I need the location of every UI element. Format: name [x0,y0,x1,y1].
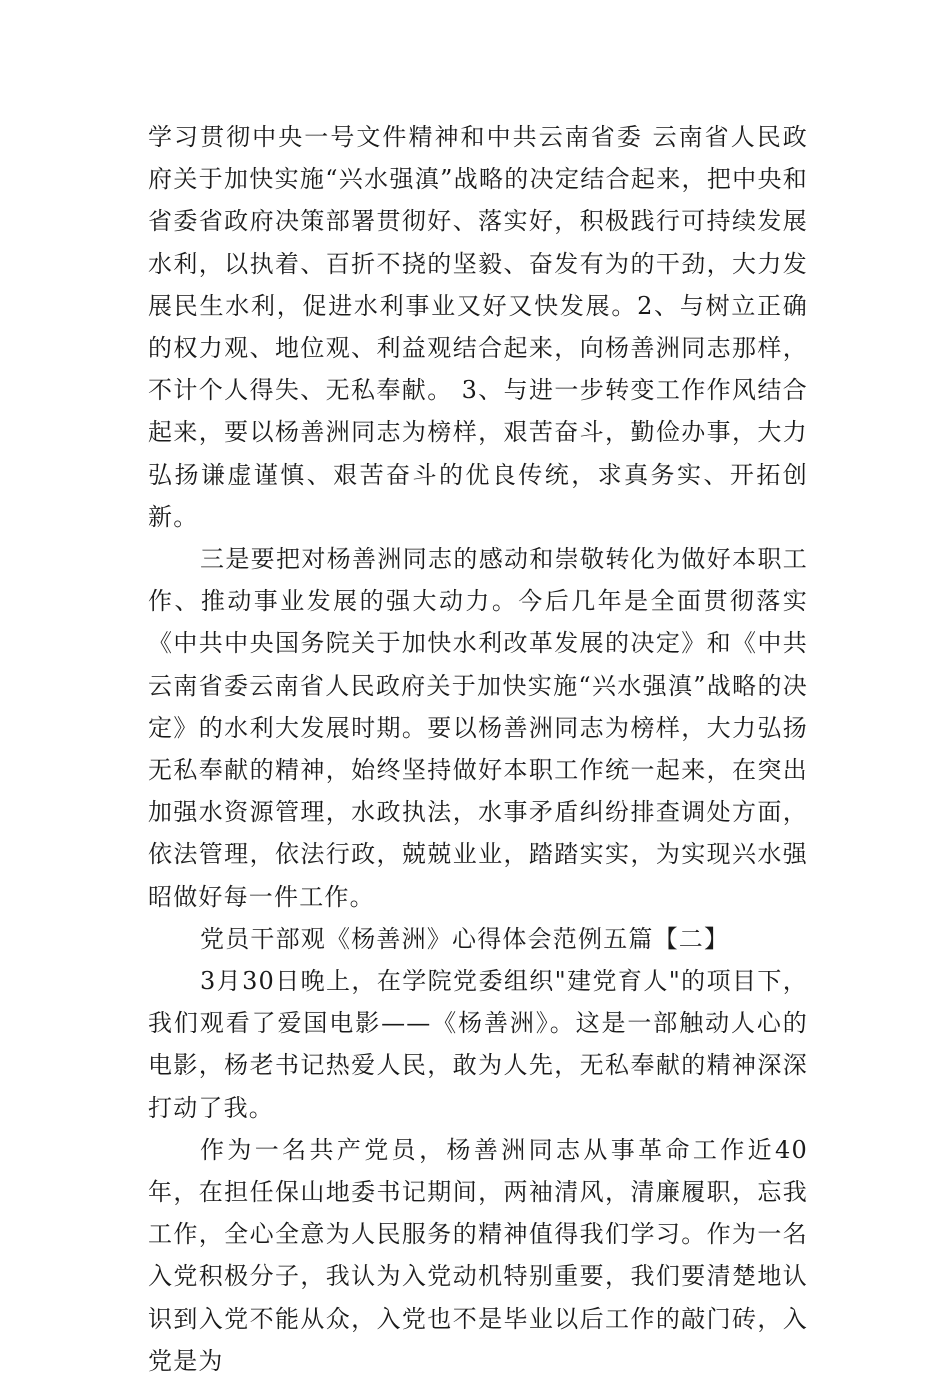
paragraph-2: 三是要把对杨善洲同志的感动和崇敬转化为做好本职工作、推动事业发展的强大动力。今后几年是全面贯彻落实《中共中央国务院关于加快水利改革发展的决定》和《中共云南省委云南省人民政府关于加快实施“兴水强滇”战略的决定》的水利大发展时期。要以杨善洲同志为榜样，大力弘扬无私奉献的精神，始终坚持做好本职工作统一起来，在突出加强水资源管理，水政执法，水事矛盾纠纷排查调处方面，依法管理，依法行政，兢兢业业，踏踏实实，为实现兴水强昭做好每一件工作。 [148,545,808,911]
section-heading: 党员干部观《杨善洲》心得体会范例五篇【二】 [200,924,730,953]
paragraph-4: 作为一名共产党员，杨善洲同志从事革命工作近40年，在担任保山地委书记期间，两袖清风，清廉履职，忘我工作，全心全意为人民服务的精神值得我们学习。作为一名入党积极分子，我认为入党动机特别重要，我们要清楚地认识到入党不能从众，入党也不是毕业以后工作的敲门砖，入党是为 [148,1135,808,1375]
paragraph-1: 学习贯彻中央一号文件精神和中共云南省委 云南省人民政府关于加快实施“兴水强滇”战略的决定结合起来，把中央和省委省政府决策部署贯彻好、落实好，积极践行可持续发展水利，以执着、百折不挠的坚毅、奋发有为的干劲，大力发展民生水利，促进水利事业又好又快发展。2、与树立正确的权力观、地位观、利益观结合起来，向杨善洲同志那样，不计个人得失、无私奉献。 3、与进一步转变工作作风结合起来，要以杨善洲同志为榜样，艰苦奋斗，勤俭办事，大力弘扬谦虚谨慎、艰苦奋斗的优良传统，求真务实、开拓创新。 [148,123,808,531]
document-body [148,116,808,1382]
paragraph-3: 3月30日晚上，在学院党委组织"建党育人"的项目下，我们观看了爱国电影——《杨善洲》。这是一部触动人心的电影，杨老书记热爱人民，敢为人先，无私奉献的精神深深打动了我。 [148,967,808,1122]
